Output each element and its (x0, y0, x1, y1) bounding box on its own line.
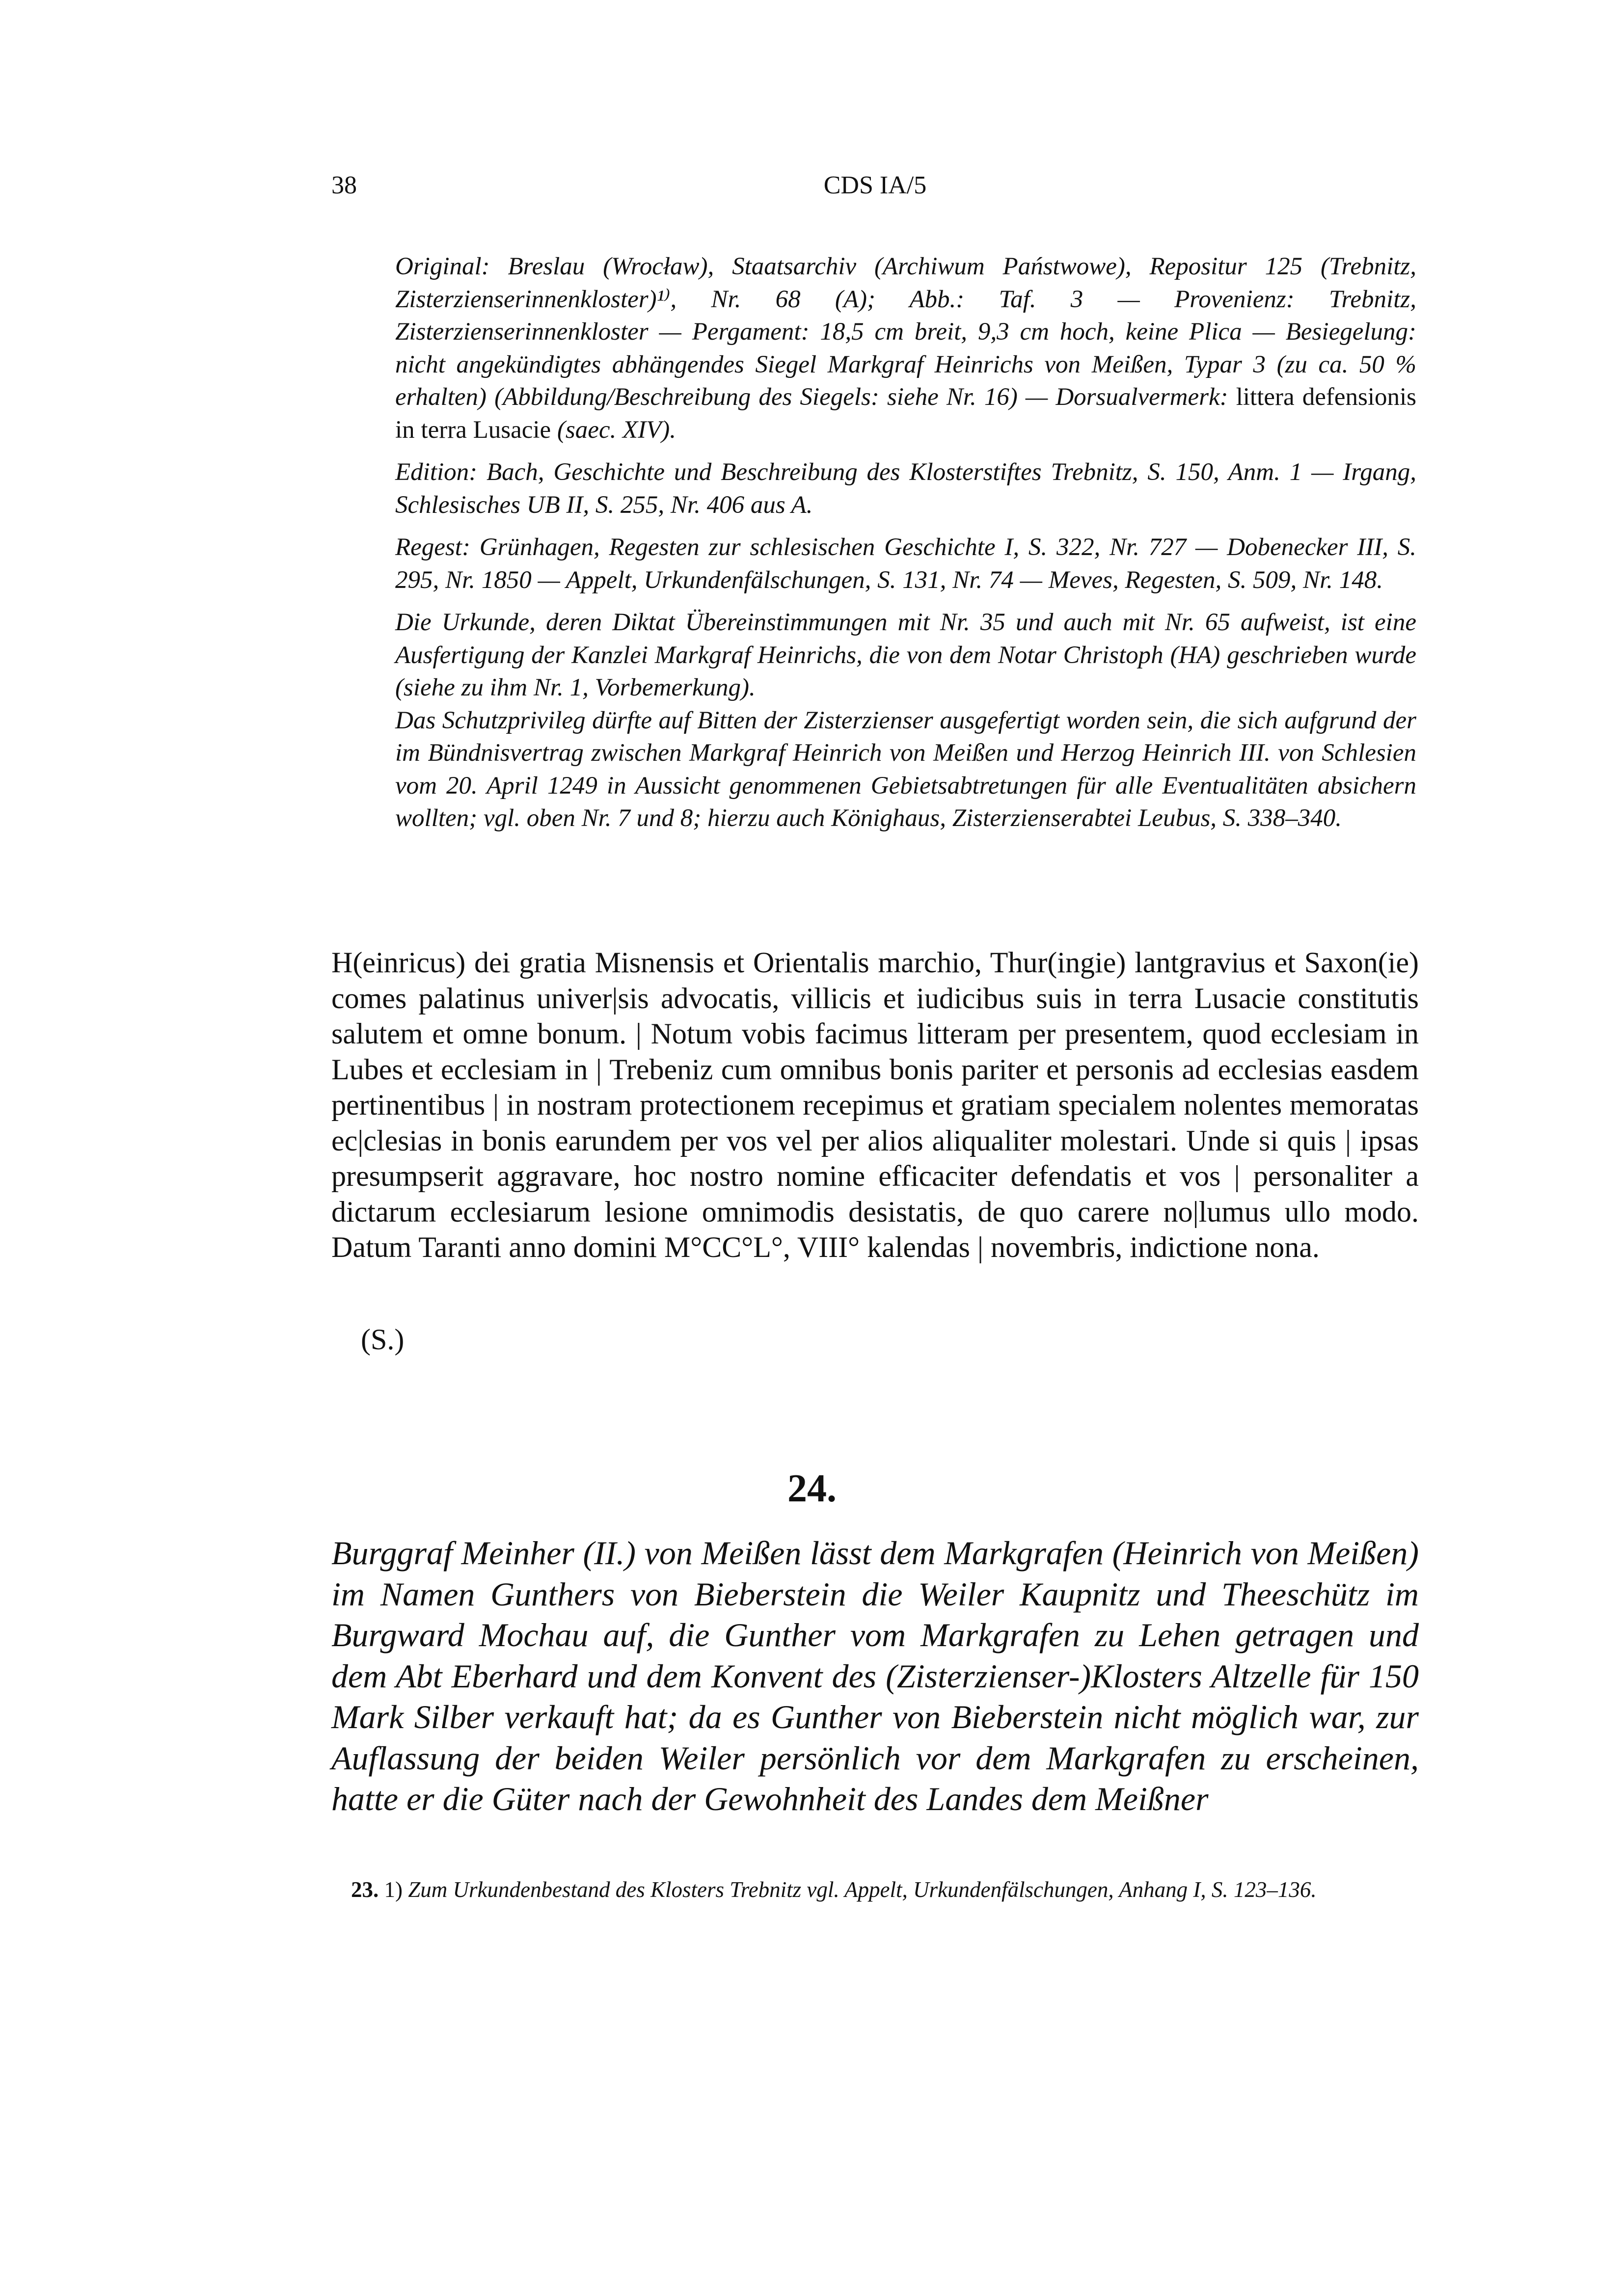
original-description-text: Original: Breslau (Wrocław), Staatsarchiv (Archiwum Państwowe), Repositur 125 (Trebnitz, Zisterzienserinnenkloster)¹⁾, Nr. 68 (A); Abb.: Taf. 3 — Provenienz: Trebnitz, Zisterzienserinnenkloster — Pergament: 18,5 cm breit, 9,3 cm hoch, keine Plica — Besiegelung: nicht angekündigtes abhängendes Siegel Markgraf Heinrichs von Meißen, Typar 3 (zu ca. 50 % erhalten) (Abbildung/Beschreibung des Siegels: siehe Nr. 16) — Dorsualvermerk: (395, 253, 1416, 411)
charter-text: H(einricus) dei gratia Misnensis et Orientalis marchio, Thur(ingie) lantgravius et Saxon(ie) comes palatinus univer|sis advocatis, villicis et iudicibus suis in terra Lusacie constitutis salutem et omne bonum. | Notum vobis facimus litteram per presentem, quod ecclesiam in Lubes et ecclesiam in | Trebeniz cum omnibus bonis pariter et personis ad ecclesias easdem pertinentibus | in nostram protectionem recepimus et gratiam specialem nolentes memoratas ec|clesias in bonis earundem per vos vel per alios aliqualiter molestari. Unde si quis | ipsas presumpserit aggravare, hoc nostro nomine efficaciter defendatis et vos | personaliter a dictarum ecclesiarum lesione omnimodis desistatis, de quo carere no|lumus ullo modo. Datum Taranti anno domini M°CC°L°, VIII° kalendas | novembris, indictione nona. (331, 946, 1419, 1263)
dorsual-date: (saec. XIV). (557, 416, 677, 444)
original-description (395, 250, 1416, 446)
footnote-document-marker: 23. (351, 1877, 379, 1902)
privilege-remark: Das Schutzprivileg dürfte auf Bitten der Zisterzienser ausgefertigt worden sein, die sich aufgrund der im Bündnisvertrag zwischen Markgraf Heinrich von Meißen und Herzog Heinrich III. von Schlesien vom 20. April 1249 in Aussicht genommenen Gebietsabtretungen für alle Eventualitäten absichern wollten; vgl. oben Nr. 7 und 8; hierzu auch Könighaus, Zisterzienserabtei Leubus, S. 338–340. (395, 706, 1416, 832)
footnote-text: Zum Urkundenbestand des Klosters Trebnitz vgl. Appelt, Urkundenfälschungen, Anhang I, S. 123–136. (408, 1877, 1317, 1902)
diktat-remark: Die Urkunde, deren Diktat Übereinstimmungen mit Nr. 35 und auch mit Nr. 65 aufweist, ist eine Ausfertigung der Kanzlei Markgraf Heinrichs, die von dem Notar Christoph (HA) geschrieben wurde (siehe zu ihm Nr. 1, Vorbemerkung). (395, 609, 1416, 701)
regest-note: Regest: Grünhagen, Regesten zur schlesischen Geschichte I, S. 322, Nr. 727 — Dobenecker III, S. 295, Nr. 1850 — Appelt, Urkundenfälschungen, S. 131, Nr. 74 — Meves, Regesten, S. 509, Nr. 148. (395, 534, 1416, 594)
document-regest: Burggraf Meinher (II.) von Meißen lässt dem Markgrafen (Heinrich von Meißen) im Namen Gunthers von Bieberstein die Weiler Kaupnitz und Theeschütz im Burgward Mochau auf, die Gunther vom Markgrafen zu Lehen getragen und dem Abt Eberhard und dem Konvent des (Zisterzienser-)Klosters Altzelle für 150 Mark Silber verkauft hat; da es Gunther von Bieberstein nicht möglich war, zur Auflassung der beiden Weiler persönlich vor dem Markgrafen zu erscheinen, hatte er die Güter nach der Gewohnheit des Landes dem Meißner (331, 1534, 1419, 1817)
document-number: 24. (787, 1467, 837, 1510)
dorsual-note: littera defensionis in terra Lusacie (395, 383, 1417, 444)
commentary-block (395, 250, 1416, 845)
footnote-number: 1) (384, 1877, 403, 1902)
footnote (351, 1875, 1416, 1904)
running-head (331, 171, 1419, 210)
page-number: 38 (331, 171, 357, 199)
edition-note: Edition: Bach, Geschichte und Beschreibung des Klosterstiftes Trebnitz, S. 150, Anm. 1 — Irgang, Schlesisches UB II, S. 255, Nr. 406 aus A. (395, 458, 1416, 519)
running-head-title: CDS IA/5 (823, 171, 927, 199)
seal-mark: (S.) (361, 1323, 405, 1356)
